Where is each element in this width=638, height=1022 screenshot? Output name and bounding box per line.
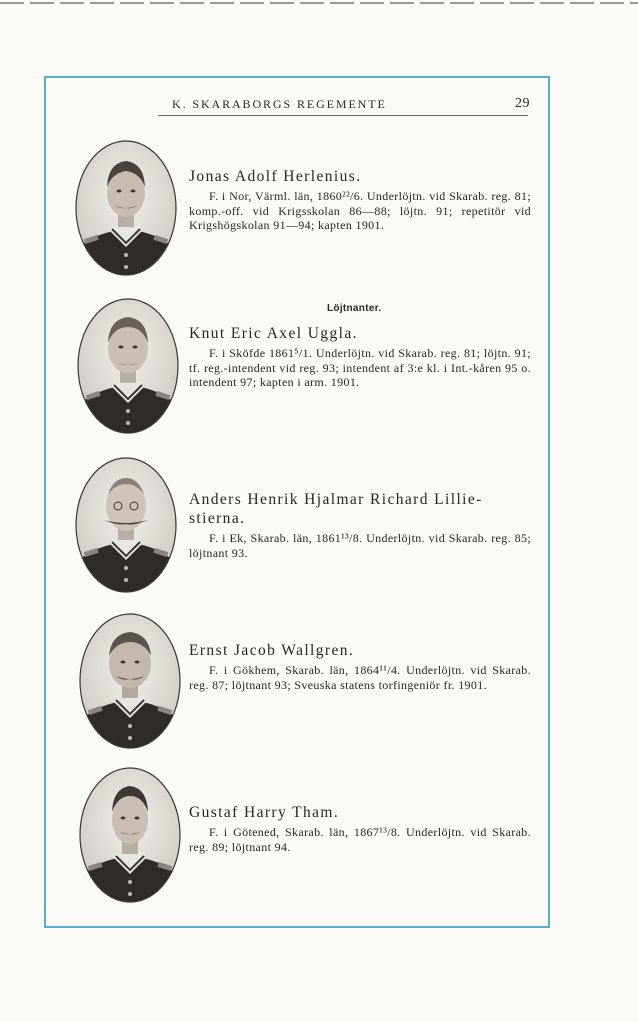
header-title: K. SKARABORGS REGEMENTE [172, 97, 387, 111]
header-rule [158, 115, 528, 116]
officer-entry-tham [189, 803, 531, 854]
officer-name: Gustaf Harry Tham. [189, 804, 340, 821]
officer-entry-uggla [189, 324, 531, 390]
officer-bio: F. i Gökhem, Skarab. län, 1864¹¹/4. Underlöjtn. vid Skarab. reg. 87; löjtnant 93; Sveuska statens torfingeniör fr. 1901. [189, 663, 531, 692]
page-top-edge [0, 2, 638, 4]
officer-name: Ernst Jacob Wallgren. [189, 642, 355, 659]
officer-bio: F. i Nor, Värml. län, 1860²²/6. Underlöjtn. vid Skarab. reg. 81; komp.-off. vid Krigsskolan 86—88; löjtn. 91; repetitör vid Krigshögskolan 91—94; kapten 1901. [189, 189, 531, 233]
officer-entry-herlenius [189, 167, 531, 233]
portrait-herlenius [74, 139, 178, 277]
officer-bio: F. i Götened, Skarab. län, 1867¹³/8. Underlöjtn. vid Skarab. reg. 89; löjtnant 94. [189, 825, 531, 854]
portrait-uggla [76, 297, 180, 435]
officer-bio: F. i Sköfde 1861⁵/1. Underlöjtn. vid Skarab. reg. 81; löjtn. 91; tf. reg.-intendent vid reg. 93; intendent af 3:e kl. i Int.-kåren 95 o. intendent 97; kapten i arm. 1901. [189, 346, 531, 390]
officer-entry-wallgren [189, 641, 531, 692]
officer-bio: F. i Ek, Skarab. län, 1861¹³/8. Underlöjtn. vid Skarab. reg. 85; löjtnant 93. [189, 531, 531, 560]
portrait-wallgren [78, 612, 182, 750]
running-header [172, 97, 532, 115]
officer-name: Anders Henrik Hjalmar Richard Lillie-stierna. [189, 491, 483, 527]
officer-name: Jonas Adolf Herlenius. [189, 168, 362, 185]
section-heading: Löjtnanter. [327, 303, 382, 314]
portrait-tham [78, 766, 182, 904]
officer-name: Knut Eric Axel Uggla. [189, 325, 358, 342]
page-number: 29 [515, 96, 530, 111]
portrait-lilliestierna [74, 456, 178, 594]
officer-entry-lilliestierna [189, 490, 531, 560]
